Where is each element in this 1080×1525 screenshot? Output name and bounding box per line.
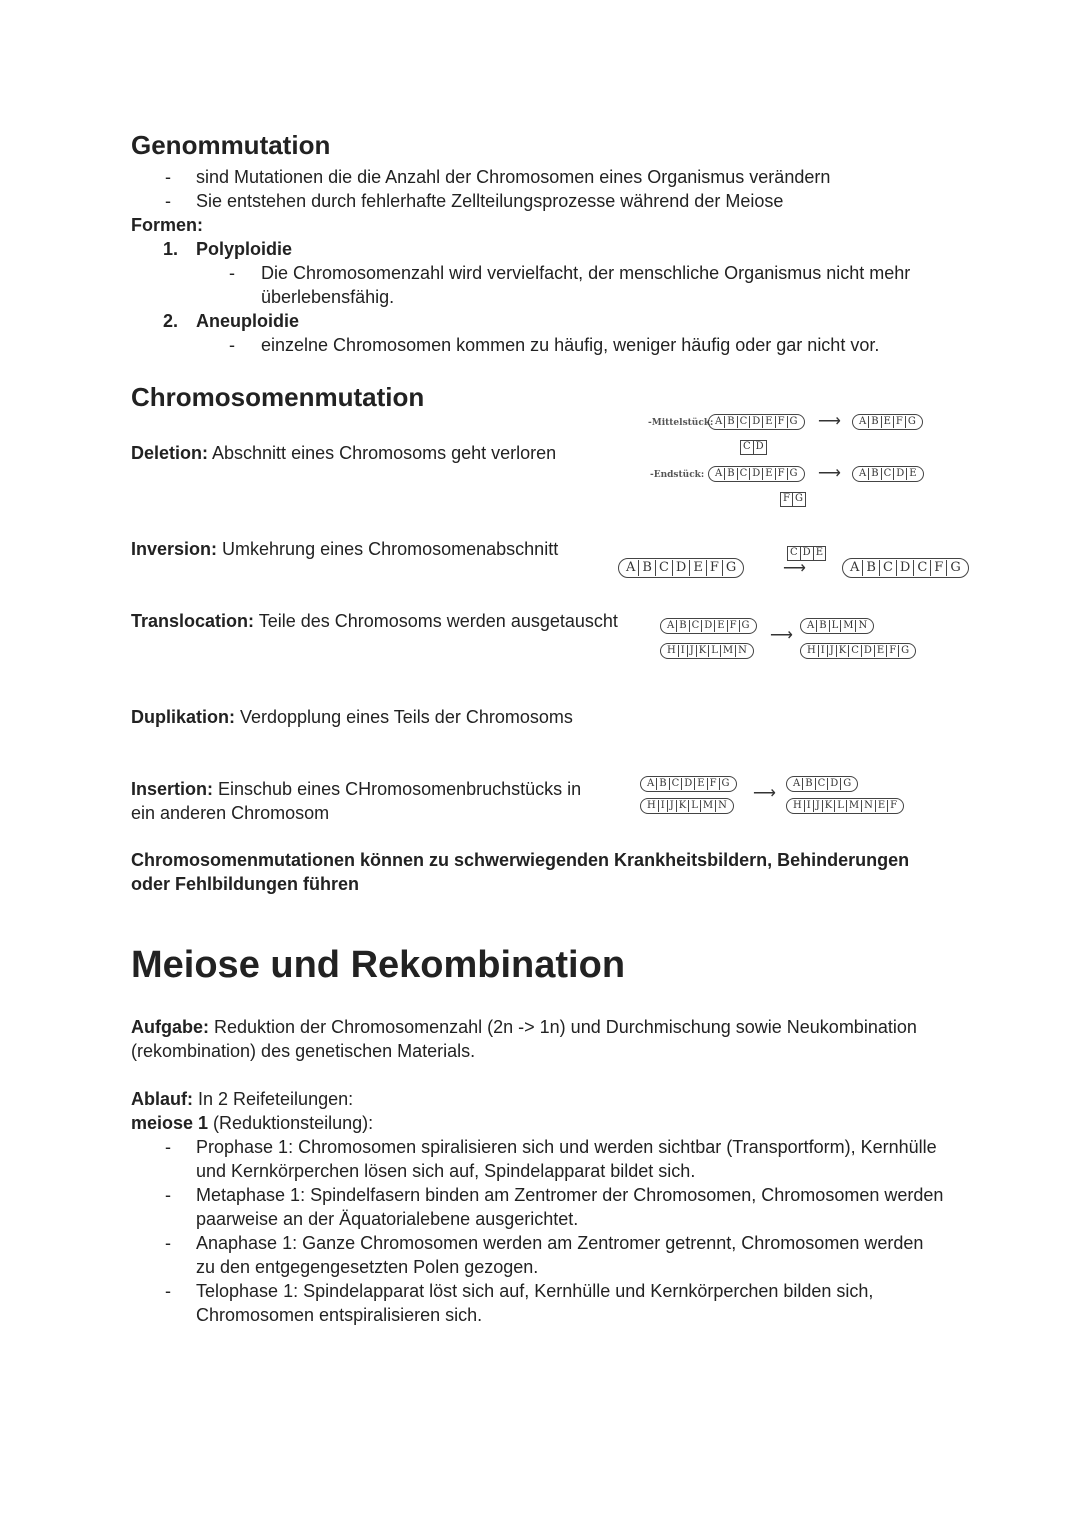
bullet-dash: - bbox=[165, 191, 171, 211]
chromosome-diagram: A B C D G bbox=[786, 776, 858, 792]
form-2-number: 2. bbox=[163, 311, 179, 331]
chromosome-diagram: A B E F G bbox=[852, 414, 923, 430]
insertion-term: Insertion: bbox=[131, 779, 214, 799]
aufgabe-term: Aufgabe: bbox=[131, 1017, 209, 1037]
insertion-text-line-2: ein anderen Chromosom bbox=[131, 803, 330, 823]
arrow-icon: ⟶ bbox=[753, 785, 776, 802]
metaphase-line-1: Metaphase 1: Spindelfasern binden am Zentromer der Chromosomen, Chromosomen werden bbox=[196, 1185, 944, 1205]
ablauf-text: In 2 Reifeteilungen: bbox=[193, 1089, 354, 1109]
telophase-line-1: Telophase 1: Spindelapparat löst sich auf, Kernhülle und Kernkörperchen bilden sich, bbox=[196, 1281, 874, 1301]
form-1-text-line-1: Die Chromosomenzahl wird vervielfacht, der menschliche Organismus nicht mehr bbox=[261, 263, 911, 283]
insertion-definition bbox=[131, 777, 581, 801]
arrow-icon: ⟶ bbox=[770, 627, 793, 644]
chromosome-fragment: C D E bbox=[787, 546, 826, 561]
chromosome-fragment: F G bbox=[780, 492, 806, 507]
deletion-definition bbox=[131, 441, 556, 465]
form-1-number: 1. bbox=[163, 239, 179, 259]
aufgabe-line-2: (rekombination) des genetischen Materials. bbox=[131, 1041, 476, 1061]
arrow-icon: ⟶ bbox=[783, 560, 806, 577]
chromosome-diagram: A B C D E F G bbox=[708, 466, 805, 482]
formen-label: Formen: bbox=[131, 215, 203, 235]
prophase-line-1: Prophase 1: Chromosomen spiralisieren sich und werden sichtbar (Transportform), Kernhülle bbox=[196, 1137, 937, 1157]
chromosome-diagram: A B C D E F G bbox=[660, 618, 757, 634]
conclusion-line-2: oder Fehlbildungen führen bbox=[131, 874, 359, 894]
bullet-dash: - bbox=[165, 167, 171, 187]
deletion-text: Abschnitt eines Chromosoms geht verloren bbox=[208, 443, 557, 463]
meiose-heading: Meiose und Rekombination bbox=[131, 944, 626, 986]
conclusion-line-1: Chromosomenmutationen können zu schwerwiegenden Krankheitsbildern, Behinderungen bbox=[131, 850, 910, 870]
chromosome-diagram: A B C D E F G bbox=[618, 558, 744, 578]
bullet-dash: - bbox=[229, 263, 235, 283]
translocation-term: Translocation: bbox=[131, 611, 255, 631]
arrow-icon: ⟶ bbox=[818, 465, 841, 482]
ablauf-term: Ablauf: bbox=[131, 1089, 193, 1109]
anaphase-line-1: Anaphase 1: Ganze Chromosomen werden am Zentromer getrennt, Chromosomen werden bbox=[196, 1233, 924, 1253]
chromosome-diagram: H I J K L M N bbox=[640, 798, 734, 814]
meiose1-term: meiose 1 bbox=[131, 1113, 209, 1133]
genom-bullet-1: sind Mutationen die die Anzahl der Chromosomen eines Organismus verändern bbox=[196, 167, 831, 187]
metaphase-line-2: paarweise an der Äquatorialebene ausgerichtet. bbox=[196, 1209, 579, 1229]
chromosome-diagram: H I J K L M N E F bbox=[786, 798, 904, 814]
form-1-title: Polyploidie bbox=[196, 239, 293, 259]
meiose1-line bbox=[131, 1111, 373, 1135]
diagram-label-endstueck: -Endstück: bbox=[650, 470, 705, 480]
duplication-term: Duplikation: bbox=[131, 707, 235, 727]
deletion-term: Deletion: bbox=[131, 443, 209, 463]
prophase-line-2: und Kernkörperchen lösen sich auf, Spindelapparat bildet sich. bbox=[196, 1161, 696, 1181]
chromosome-diagram: H I J K L M N bbox=[660, 643, 754, 659]
duplication-definition bbox=[131, 705, 573, 729]
arrow-icon: ⟶ bbox=[818, 413, 841, 430]
chromosome-diagram: H I J K C D E F G bbox=[800, 643, 916, 659]
telophase-line-2: Chromosomen entspiralisieren sich. bbox=[196, 1305, 483, 1325]
genommutation-heading: Genommutation bbox=[131, 130, 331, 160]
diagram-label-mittelstueck: -Mittelstück: bbox=[648, 418, 714, 428]
insertion-text: Einschub eines CHromosomenbruchstücks in bbox=[213, 779, 582, 799]
duplication-text: Verdopplung eines Teils der Chromosoms bbox=[235, 707, 573, 727]
translocation-definition bbox=[131, 609, 618, 633]
chromosome-fragment: C D bbox=[740, 440, 767, 455]
ablauf-line bbox=[131, 1087, 353, 1111]
chromosome-diagram: A B C D E F G bbox=[708, 414, 805, 430]
meiose1-text: (Reduktionsteilung): bbox=[208, 1113, 374, 1133]
genom-bullet-2: Sie entstehen durch fehlerhafte Zellteilungsprozesse während der Meiose bbox=[196, 191, 784, 211]
bullet-dash: - bbox=[165, 1185, 171, 1205]
chromosome-diagram: A B C D C F G bbox=[842, 558, 969, 578]
chromosome-diagram: A B C D E F G bbox=[640, 776, 737, 792]
inversion-term: Inversion: bbox=[131, 539, 218, 559]
chromosomenmutation-heading: Chromosomenmutation bbox=[131, 382, 425, 412]
inversion-text: Umkehrung eines Chromosomenabschnitt bbox=[217, 539, 559, 559]
bullet-dash: - bbox=[229, 335, 235, 355]
chromosome-diagram: A B C D E bbox=[852, 466, 924, 482]
bullet-dash: - bbox=[165, 1281, 171, 1301]
translocation-text: Teile des Chromosoms werden ausgetauscht bbox=[254, 611, 618, 631]
form-1-text-line-2: überlebensfähig. bbox=[261, 287, 395, 307]
inversion-definition bbox=[131, 537, 558, 561]
bullet-dash: - bbox=[165, 1233, 171, 1253]
anaphase-line-2: zu den entgegengesetzten Polen gezogen. bbox=[196, 1257, 539, 1277]
aufgabe-text: Reduktion der Chromosomenzahl (2n -> 1n) und Durchmischung sowie Neukombination bbox=[209, 1017, 917, 1037]
form-2-title: Aneuploidie bbox=[196, 311, 299, 331]
form-2-text: einzelne Chromosomen kommen zu häufig, weniger häufig oder gar nicht vor. bbox=[261, 335, 880, 355]
bullet-dash: - bbox=[165, 1137, 171, 1157]
aufgabe-line-1 bbox=[131, 1015, 917, 1039]
chromosome-diagram: A B L M N bbox=[800, 618, 874, 634]
